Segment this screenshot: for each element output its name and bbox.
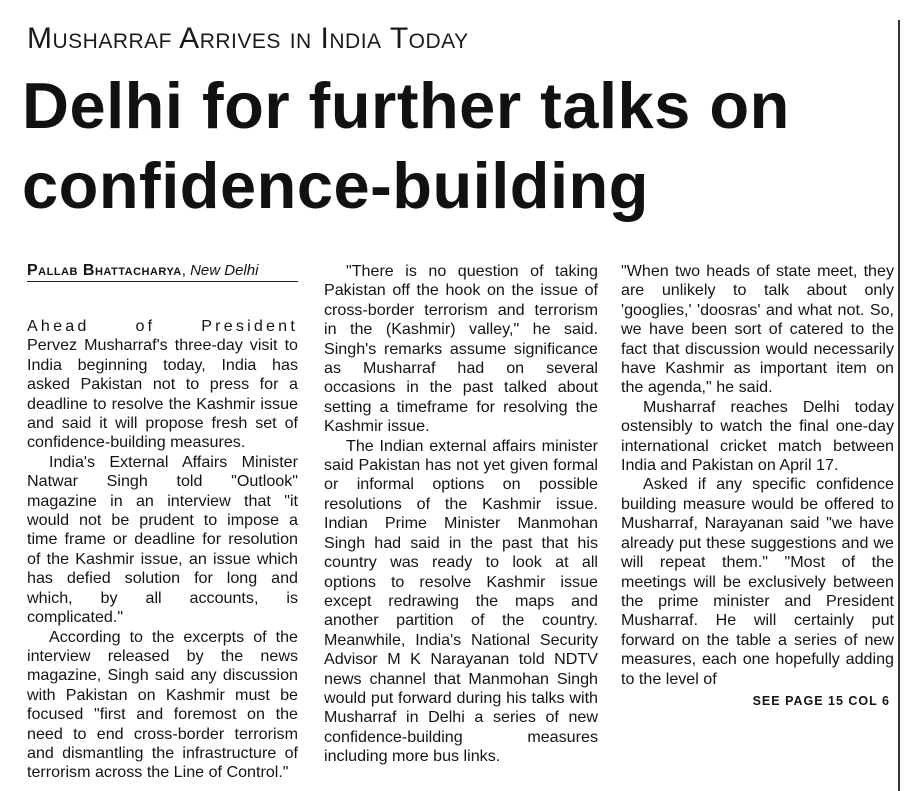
kicker: Musharraf Arrives in India Today [27, 22, 469, 55]
continuation-jump: SEE PAGE 15 COL 6 [752, 693, 890, 708]
paragraph: According to the excerpts of the interview released by the news magazine, Singh said any discussion with Pakistan on Kashmir must be focused "first and foremost on the need to end cross-border terrorism and dismantling the infrastructure of terrorism across the Line of Control." [27, 627, 298, 782]
paragraph: "There is no question of taking Pakistan off the hook on the issue of cross-border terrorism and terrorism in the (Kashmir) valley," he said. Singh's remarks assume significance as Musharraf had on several occasions in the past talked about setting a timeframe for resolving the Kashmir issue. [324, 262, 598, 436]
article-column-3 [621, 262, 894, 711]
paragraph: Asked if any specific confidence building measure would be offered to Musharraf, Narayanan said "we have already put these suggestions and we will repeat them." "Most of the meetings will be exclusively between the prime minister and President Musharraf. He will certainly put forward on the table a series of new measures, each one hopefully adding to the level of [621, 475, 894, 688]
paragraph: India's External Affairs Minister Natwar Singh told "Outlook" magazine in an interview that "it would not be prudent to impose a time frame or deadline for resolution of the Kashmir issue, an issue which has defied solution for long and which, by all accounts, is complicated." [27, 452, 298, 627]
column-rule [898, 20, 900, 791]
paragraph: The Indian external affairs minister said Pakistan has not yet given formal or informal options on possible resolutions of the Kashmir issue. Indian Prime Minister Manmohan Singh had said in the past that his country was ready to look at all options to resolve Kashmir issue except redrawing the maps and another partition of the country. Meanwhile, India's National Security Advisor M K Narayanan told NDTV news channel that Manmohan Singh would put forward during his talks with Musharraf in Delhi a series of new confidence-building measures including more bus links. [324, 436, 598, 766]
paragraph: Musharraf reaches Delhi today ostensibly to watch the final one-day international cricket match between India and Pakistan on April 17. [621, 397, 894, 475]
article-column-2 [324, 262, 598, 767]
headline: Delhi for further talks on confidence-building [22, 69, 790, 222]
paragraph: "When two heads of state meet, they are unlikely to talk about only 'googlies,' 'doosras' and what not. So, we have been sort of catered to the fact that discussion would necessarily have Kashmir as important item on the agenda," he said. [621, 262, 894, 397]
article-column-1 [27, 262, 298, 783]
byline: Pallab Bhattacharya, New Delhi [27, 262, 298, 282]
paragraph: Ahead of President Pervez Musharraf's three-day visit to India beginning today, India has asked Pakistan not to press for a deadline to resolve the Kashmir issue and said it will propose fresh set of confidence-building measures. [27, 317, 298, 452]
byline-name: Pallab Bhattacharya [27, 262, 182, 279]
byline-location: New Delhi [190, 262, 259, 279]
